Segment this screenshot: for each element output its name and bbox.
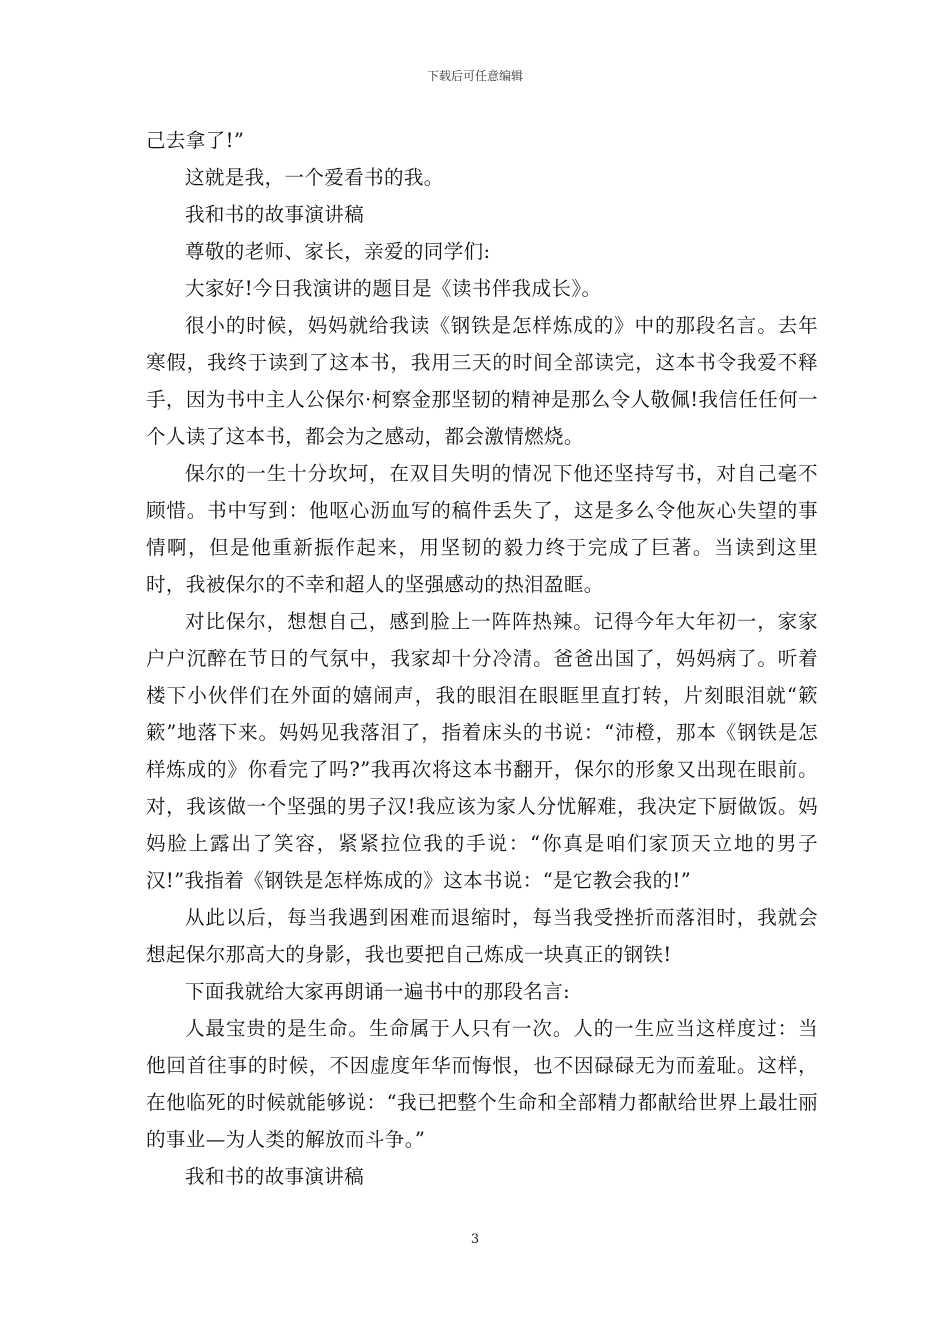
paragraph: 从此以后，每当我遇到困难而退缩时，每当我受挫折而落泪时，我就会想起保尔那高大的身影，我也要把自己炼成一块真正的钢铁! — [146, 906, 818, 966]
section-title: 我和书的故事演讲稿 — [185, 1165, 365, 1188]
paragraph: 保尔的一生十分坎坷，在双目失明的情况下他还坚持写书，对自己毫不顾惜。书中写到：他呕心沥血写的稿件丢失了，这是多么令他灰心失望的事情啊，但是他重新振作起来，用坚韧的毅力终于完成了巨著。当读到这里时，我被保尔的不幸和超人的坚强感动的热泪盈眶。 — [146, 462, 818, 596]
paragraph: 尊敬的老师、家长，亲爱的同学们: — [185, 240, 491, 263]
paragraph: 对比保尔，想想自己，感到脸上一阵阵热辣。记得今年大年初一，家家户户沉醉在节日的气氛中，我家却十分冷清。爸爸出国了，妈妈病了。听着楼下小伙伴们在外面的嬉闹声，我的眼泪在眼眶里直打转，片刻眼泪就“簌簌”地落下来。妈妈见我落泪了，指着床头的书说：“沛橙，那本《钢铁是怎样炼成的》你看完了吗?”我再次将这本书翻开，保尔的形象又出现在眼前。对，我该做一个坚强的男子汉!我应该为家人分忧解难，我决定下厨做饭。妈妈脸上露出了笑容，紧紧拉位我的手说：“你真是咱们家顶天立地的男子汉!”我指着《钢铁是怎样炼成的》这本书说：“是它教会我的!” — [146, 610, 818, 892]
document-body — [146, 122, 818, 1195]
section-title: 我和书的故事演讲稿 — [185, 203, 365, 226]
paragraph: 这就是我，一个爱看书的我。 — [185, 166, 444, 189]
page-header: 下载后可任意编辑 — [426, 69, 523, 83]
page-number: 3 — [470, 1232, 480, 1247]
paragraph: 下面我就给大家再朗诵一遍书中的那段名言: — [185, 980, 571, 1003]
paragraph: 己去拿了!” — [146, 129, 245, 152]
paragraph: 大家好!今日我演讲的题目是《读书伴我成长》。 — [185, 277, 602, 300]
paragraph: 很小的时候，妈妈就给我读《钢铁是怎样炼成的》中的那段名言。去年寒假，我终于读到了这本书，我用三天的时间全部读完，这本书令我爱不释手，因为书中主人公保尔·柯察金那坚韧的精神是那么令人敬佩!我信任任何一个人读了这本书，都会为之感动，都会激情燃烧。 — [146, 314, 818, 448]
quotation-paragraph: 人最宝贵的是生命。生命属于人只有一次。人的一生应当这样度过：当他回首往事的时候，不因虚度年华而悔恨，也不因碌碌无为而羞耻。这样，在他临死的时候就能够说：“我已把整个生命和全部精力都献给世界上最壮丽的事业—为人类的解放而斗争。” — [146, 1017, 818, 1151]
